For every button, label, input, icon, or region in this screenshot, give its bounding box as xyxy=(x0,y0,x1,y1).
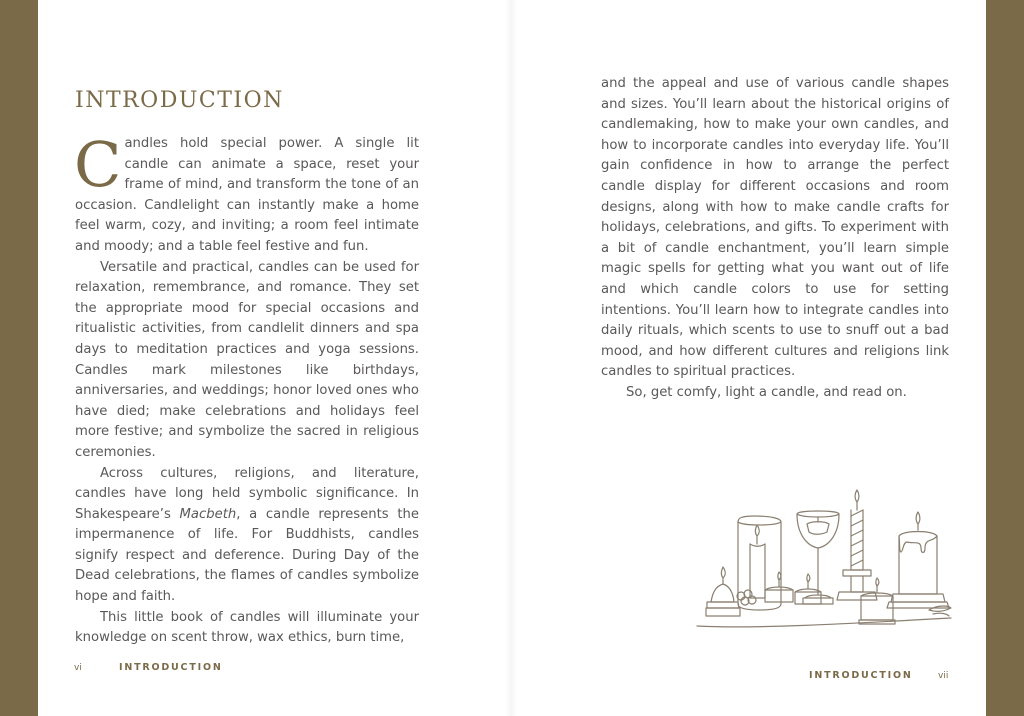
chapter-title: INTRODUCTION xyxy=(75,88,284,113)
paragraph-3-text-a: Across cultures, religions, and literature, candles have long held symbolic significance. In Shakespeare’s xyxy=(75,465,419,522)
candles-illustration-icon xyxy=(693,486,955,638)
right-folio: vii xyxy=(938,671,949,681)
paragraph-6: So, get comfy, light a candle, and read on. xyxy=(626,384,907,400)
paragraph-1-text: andles hold special power. A single lit candle can animate a space, reset your frame of mind, and transform the tone of an occasion. Candlelight can instantly make a home feel warm, cozy, and inviting; a room feel intimate and moody; and a table feel festive and fun. xyxy=(75,136,419,254)
right-body-text xyxy=(601,74,949,404)
paragraph-3-text-b: , a candle represents the impermanence of life. For Buddhists, candles signify respect and deference. During Day of the Dead celebrations, the flames of candles symbolize hope and faith. xyxy=(75,506,419,605)
paragraph-3 xyxy=(75,464,419,608)
gutter-shadow xyxy=(505,0,517,716)
paragraph-5: and the appeal and use of various candle shapes and sizes. You’ll learn about the historical origins of candlemaking, how to make your own candles, and how to incorporate candles into everyday life. You’ll gain confidence in how to arrange the perfect candle display for different occasions and room designs, along with how to make candle crafts for holidays, celebrations, and gifts. To experiment with a bit of candle enchantment, you’ll learn simple magic spells for getting what you want out of life and which candle colors to use for setting intentions. You’ll learn how to integrate candles into daily rituals, which scents to use to snuff out a bad mood, and how different cultures and religions link candles to spiritual practices. xyxy=(601,76,949,380)
left-running-head: INTRODUCTION xyxy=(119,662,223,673)
macbeth-title: Macbeth xyxy=(179,506,237,522)
paragraph-2: Versatile and practical, candles can be used for relaxation, remembrance, and romance. They set the appropriate mood for special occasions and ritualistic activities, from candlelit dinners and spa days to meditation practices and yoga sessions. Candles mark milestones like birthdays, anniversaries, and weddings; honor loved ones who have died; make celebrations and holidays feel more festive; and symbolize the sacred in religious ceremonies. xyxy=(75,259,419,460)
right-page xyxy=(511,0,986,716)
paragraph-1 xyxy=(74,128,419,258)
dropcap: C xyxy=(74,128,122,201)
left-folio: vi xyxy=(74,663,82,673)
right-running-head: INTRODUCTION xyxy=(809,670,913,681)
left-page xyxy=(38,0,511,716)
left-body-text xyxy=(74,128,419,649)
paragraph-4: This little book of candles will illuminate your knowledge on scent throw, wax ethics, burn time, xyxy=(75,609,419,646)
